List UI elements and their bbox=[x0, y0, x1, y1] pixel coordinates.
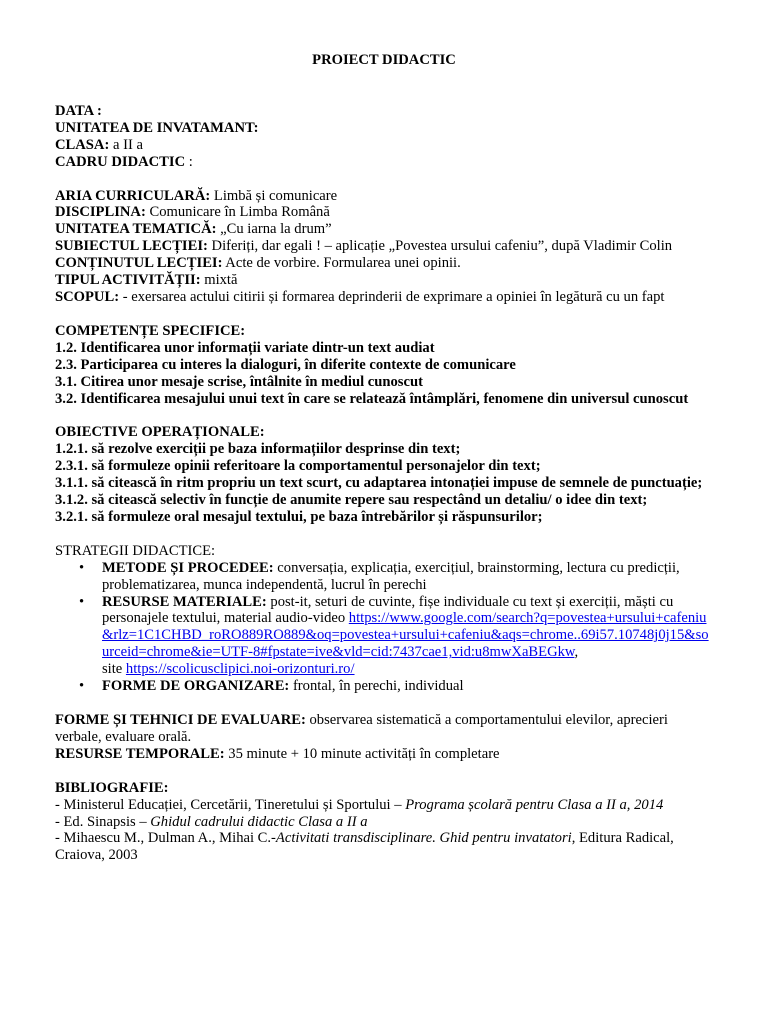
evaluare-paragraph bbox=[55, 712, 713, 746]
cadru-line bbox=[55, 154, 713, 171]
forme-value: frontal, în perechi, individual bbox=[289, 678, 464, 695]
resurse-value: post-it, seturi de cuvinte, fișe individuale cu text și exerciții, măști cu personajele textului, material audio-video bbox=[102, 593, 674, 627]
bibliografie-item-prefix: - Mihaescu M., Dulman A., Mihai C.- bbox=[55, 830, 276, 847]
bibliografie-item-prefix: - Ministerul Educației, Cercetării, Tineretului și Sportului – bbox=[55, 796, 406, 813]
competenta-item: 3.2. Identificarea mesajului unui text în care se relatează întâmplări, fenomene din universul cunoscut bbox=[55, 390, 689, 407]
subiectul-value: Diferiți, dar egali ! – aplicație „Povestea ursului cafeniu”, după Vladimir Colin bbox=[207, 238, 673, 255]
resurse-comma: , bbox=[574, 644, 579, 661]
scopul-label: SCOPUL: bbox=[55, 288, 120, 305]
continutul-value: Acte de vorbire. Formularea unei opinii. bbox=[222, 255, 461, 272]
cadru-value: : bbox=[185, 153, 193, 170]
strategii-list bbox=[55, 560, 713, 695]
bibliografie-item-title: Activitati transdisciplinare. Ghid pentru invatatori bbox=[275, 830, 572, 847]
metode-value: conversația, explicația, exercițiul, brainstorming, lectura cu predicții, problematizarea, munca independentă, lucrul în perechi bbox=[102, 559, 680, 593]
strategii-item-resurse bbox=[55, 594, 713, 679]
scopul-value: - exersarea actului citirii și formarea deprinderii de exprimare a opiniei în legătură cu un fapt bbox=[119, 288, 665, 305]
document-page bbox=[55, 52, 713, 864]
continutul-label: CONȚINUTUL LECȚIEI: bbox=[55, 255, 223, 272]
obiectiv-item: 2.3.1. să formuleze opinii referitoare la comportamentul personajelor din text; bbox=[55, 458, 541, 475]
clasa-line bbox=[55, 137, 713, 154]
subiectul-line bbox=[55, 238, 713, 255]
unitatea-tematica-label: UNITATEA TEMATICĂ: bbox=[55, 221, 217, 238]
obiectiv-item: 3.1.1. să citească în ritm propriu un text scurt, cu adaptarea intonației impuse de semnele de punctuație; bbox=[55, 475, 703, 492]
clasa-label: CLASA: bbox=[55, 136, 110, 153]
bullet-icon: • bbox=[79, 678, 85, 695]
data-label: DATA : bbox=[55, 102, 102, 119]
competenta-item: 1.2. Identificarea unor informații variate dintr-un text audiat bbox=[55, 339, 435, 356]
strategii-item-metode bbox=[55, 560, 713, 594]
resurse-temporale-line bbox=[55, 746, 713, 763]
unitatea-tematica-value: „Cu iarna la drum” bbox=[216, 221, 332, 238]
competente-heading: COMPETENȚE SPECIFICE: bbox=[55, 322, 246, 339]
disciplina-line bbox=[55, 204, 713, 221]
bibliografie-item-suffix: , Editura Radical, Craiova, 2003 bbox=[55, 830, 674, 864]
bibliografie-item-title: Ghidul cadrului didactic Clasa a II a bbox=[150, 813, 368, 830]
resurse-label: RESURSE MATERIALE: bbox=[102, 593, 267, 610]
tipul-label: TIPUL ACTIVITĂȚII: bbox=[55, 272, 201, 289]
bullet-icon: • bbox=[79, 593, 85, 610]
bibliografie-heading: BIBLIOGRAFIE: bbox=[55, 779, 169, 796]
aria-line bbox=[55, 188, 713, 205]
bullet-icon: • bbox=[79, 559, 85, 576]
cadru-label: CADRU DIDACTIC bbox=[55, 153, 186, 170]
obiectiv-item: 1.2.1. să rezolve exerciții pe baza informațiilor desprinse din text; bbox=[55, 441, 461, 458]
scopul-line bbox=[55, 289, 713, 306]
document-title: PROIECT DIDACTIC bbox=[312, 52, 456, 68]
clasa-value: a II a bbox=[109, 136, 143, 153]
obiectiv-item: 3.1.2. să citească selectiv în funcție de anumite repere sau respectând un detaliu/ o idee din text; bbox=[55, 492, 648, 509]
continutul-line bbox=[55, 255, 713, 272]
competenta-item: 3.1. Citirea unor mesaje scrise, întâlnite în mediul cunoscut bbox=[55, 373, 423, 390]
obiective-heading: OBIECTIVE OPERAȚIONALE: bbox=[55, 424, 265, 441]
bibliografie-item bbox=[55, 814, 713, 831]
resurse-video-link[interactable]: https://www.google.com/search?q=povestea+ursului+cafeniu&rlz=1C1CHBD_roRO889RO889&oq=povestea+ursului+cafeniu&aqs=chrome..69i57.10748j0j15&sourceid=chrome&ie=UTF-8#fpstate=ive&vld=cid:7437cae1,vid:u8mwXaBEGkw bbox=[102, 610, 709, 661]
resurse-temporale-label: RESURSE TEMPORALE: bbox=[55, 745, 225, 762]
bibliografie-item-prefix: - Ed. Sinapsis – bbox=[55, 813, 151, 830]
forme-label: FORME DE ORGANIZARE: bbox=[102, 678, 290, 695]
tipul-line bbox=[55, 272, 713, 289]
resurse-temporale-value: 35 minute + 10 minute activități în completare bbox=[224, 745, 500, 762]
strategii-item-forme bbox=[55, 678, 713, 695]
aria-label: ARIA CURRICULARĂ: bbox=[55, 187, 211, 204]
unitatea-tematica-line bbox=[55, 221, 713, 238]
site-link[interactable]: https://scolicusclipici.noi-orizonturi.ro/ bbox=[125, 661, 355, 678]
obiectiv-item: 3.2.1. să formuleze oral mesajul textului, pe baza întrebărilor și răspunsurilor; bbox=[55, 508, 543, 525]
competenta-item: 2.3. Participarea cu interes la dialoguri, în diferite contexte de comunicare bbox=[55, 356, 516, 373]
evaluare-label: FORME ȘI TEHNICI DE EVALUARE: bbox=[55, 712, 306, 728]
evaluare-value: observarea sistematică a comportamentului elevilor, aprecieri verbale, evaluare orală. bbox=[55, 712, 668, 745]
disciplina-label: DISCIPLINA: bbox=[55, 204, 146, 221]
bibliografie-item bbox=[55, 830, 713, 864]
tipul-value: mixtă bbox=[200, 272, 238, 289]
strategii-heading: STRATEGII DIDACTICE: bbox=[55, 542, 216, 559]
bibliografie-item-title: Programa școlară pentru Clasa a II a, 2014 bbox=[405, 796, 664, 813]
site-prefix: site bbox=[102, 661, 126, 678]
unitatea-invatamant-label: UNITATEA DE INVATAMANT: bbox=[55, 119, 259, 136]
disciplina-value: Comunicare în Limba Română bbox=[145, 204, 330, 221]
aria-value: Limbă și comunicare bbox=[210, 187, 338, 204]
bibliografie-item bbox=[55, 797, 713, 814]
subiectul-label: SUBIECTUL LECȚIEI: bbox=[55, 238, 208, 255]
metode-label: METODE ȘI PROCEDEE: bbox=[102, 559, 274, 576]
